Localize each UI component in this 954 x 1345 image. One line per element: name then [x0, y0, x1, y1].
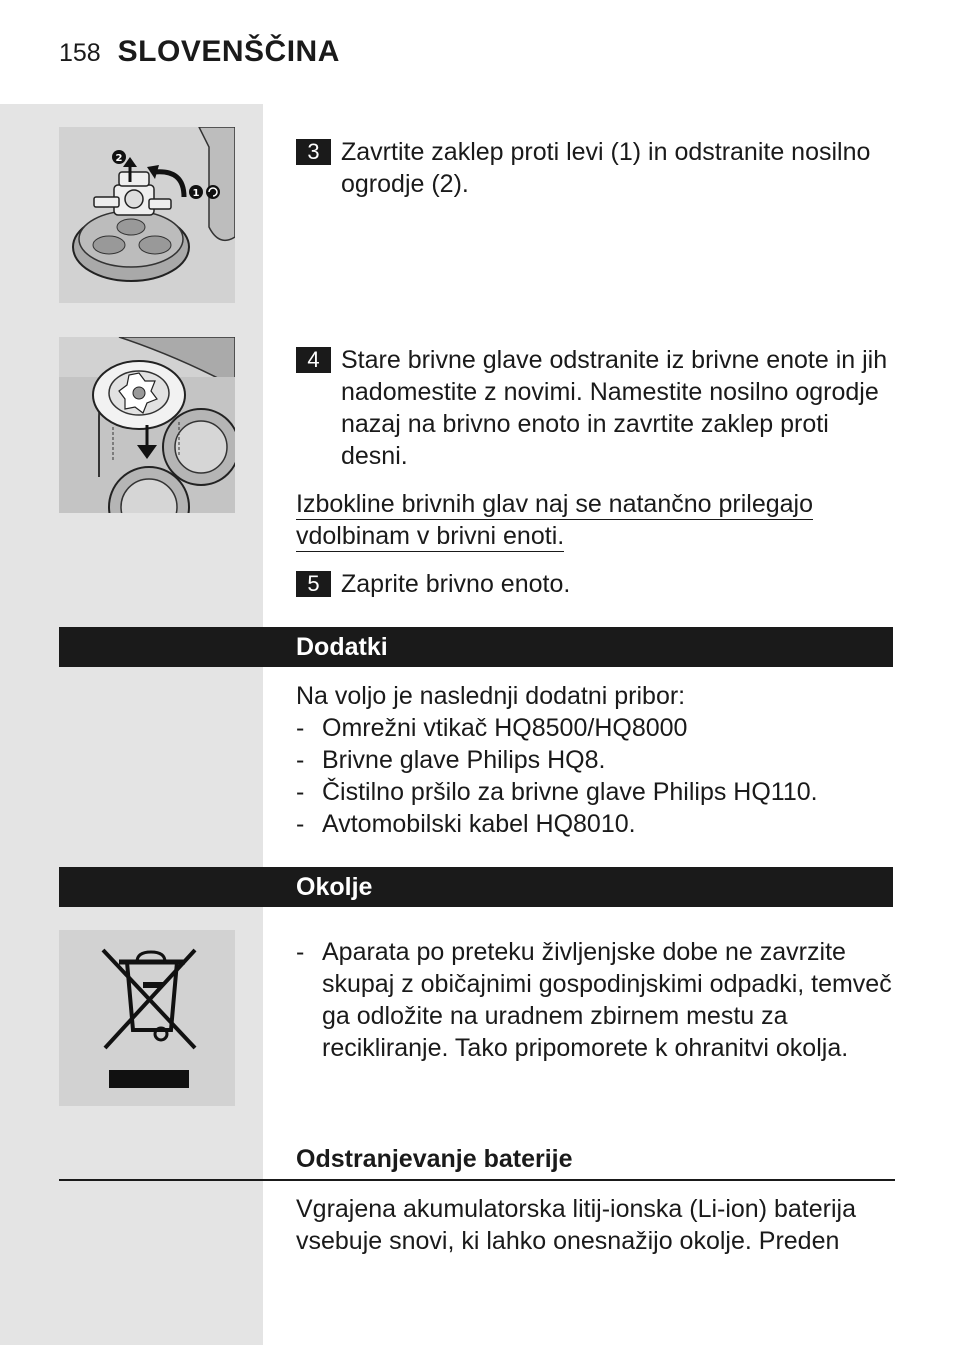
- environment-list: [296, 936, 896, 1064]
- section-bar-environment: [59, 867, 893, 907]
- list-item: - Aparata po preteku življenjske dobe ne zavrzite skupaj z običajnimi gospodinjskimi odpadki, temveč ga odložite na uradnem zbirnem mestu za recikliranje. Tako pripomorete k ohranitvi okolja.: [296, 938, 892, 1062]
- section-title-accessories: Dodatki: [296, 633, 388, 661]
- list-item: - Omrežni vtikač HQ8500/HQ8000: [296, 714, 688, 742]
- figure-callout-2: 2: [115, 153, 123, 164]
- battery-text: Vgrajena akumulatorska litij-ionska (Li-ion) baterija vsebuje snovi, ki lahko onesnažijo okolje. Preden: [296, 1195, 856, 1255]
- list-item: - Čistilno pršilo za brivne glave Philips HQ110.: [296, 778, 818, 806]
- page-header: [59, 34, 340, 71]
- list-bullet: -: [296, 714, 305, 742]
- language-title: SLOVENŠČINA: [117, 35, 340, 68]
- accessories-intro: Na voljo je naslednji dodatni pribor:: [296, 682, 686, 710]
- subheading-rule: [59, 1179, 895, 1181]
- page-number: 158: [59, 39, 101, 67]
- note-line-2: vdolbinam v brivni enoti.: [296, 522, 565, 550]
- recycle-bin-icon: [59, 930, 235, 1106]
- figure-replace-heads: [59, 337, 235, 513]
- note-underlined: [296, 488, 896, 552]
- list-bullet: -: [296, 938, 305, 966]
- step-number-badge: 5: [296, 571, 331, 597]
- battery-subheading: Odstranjevanje baterije: [296, 1145, 573, 1173]
- section-title-environment: Okolje: [296, 873, 373, 901]
- step-number-badge: 3: [296, 139, 331, 165]
- step-3: [296, 136, 896, 200]
- list-bullet: -: [296, 810, 305, 838]
- list-bullet: -: [296, 746, 305, 774]
- list-bullet: -: [296, 778, 305, 806]
- step-text: Zavrtite zaklep proti levi (1) in odstranite nosilno ogrodje (2).: [341, 138, 871, 198]
- list-item: - Brivne glave Philips HQ8.: [296, 746, 606, 774]
- accessories-list: [296, 712, 896, 840]
- step-4: [296, 344, 896, 472]
- section-bar-accessories: [59, 627, 893, 667]
- note-line-1: Izbokline brivnih glav naj se natančno prilegajo: [296, 490, 813, 518]
- step-text: Stare brivne glave odstranite iz brivne enote in jih nadomestite z novimi. Namestite nosilno ogrodje nazaj na brivno enoto in zavrtite zaklep proti desni.: [341, 346, 888, 470]
- step-text: Zaprite brivno enoto.: [341, 570, 571, 598]
- step-number-badge: 4: [296, 347, 331, 373]
- list-item: - Avtomobilski kabel HQ8010.: [296, 810, 636, 838]
- figure-remove-frame: [59, 127, 235, 303]
- step-5: [296, 568, 896, 600]
- figure-callout-1: 1: [192, 188, 200, 199]
